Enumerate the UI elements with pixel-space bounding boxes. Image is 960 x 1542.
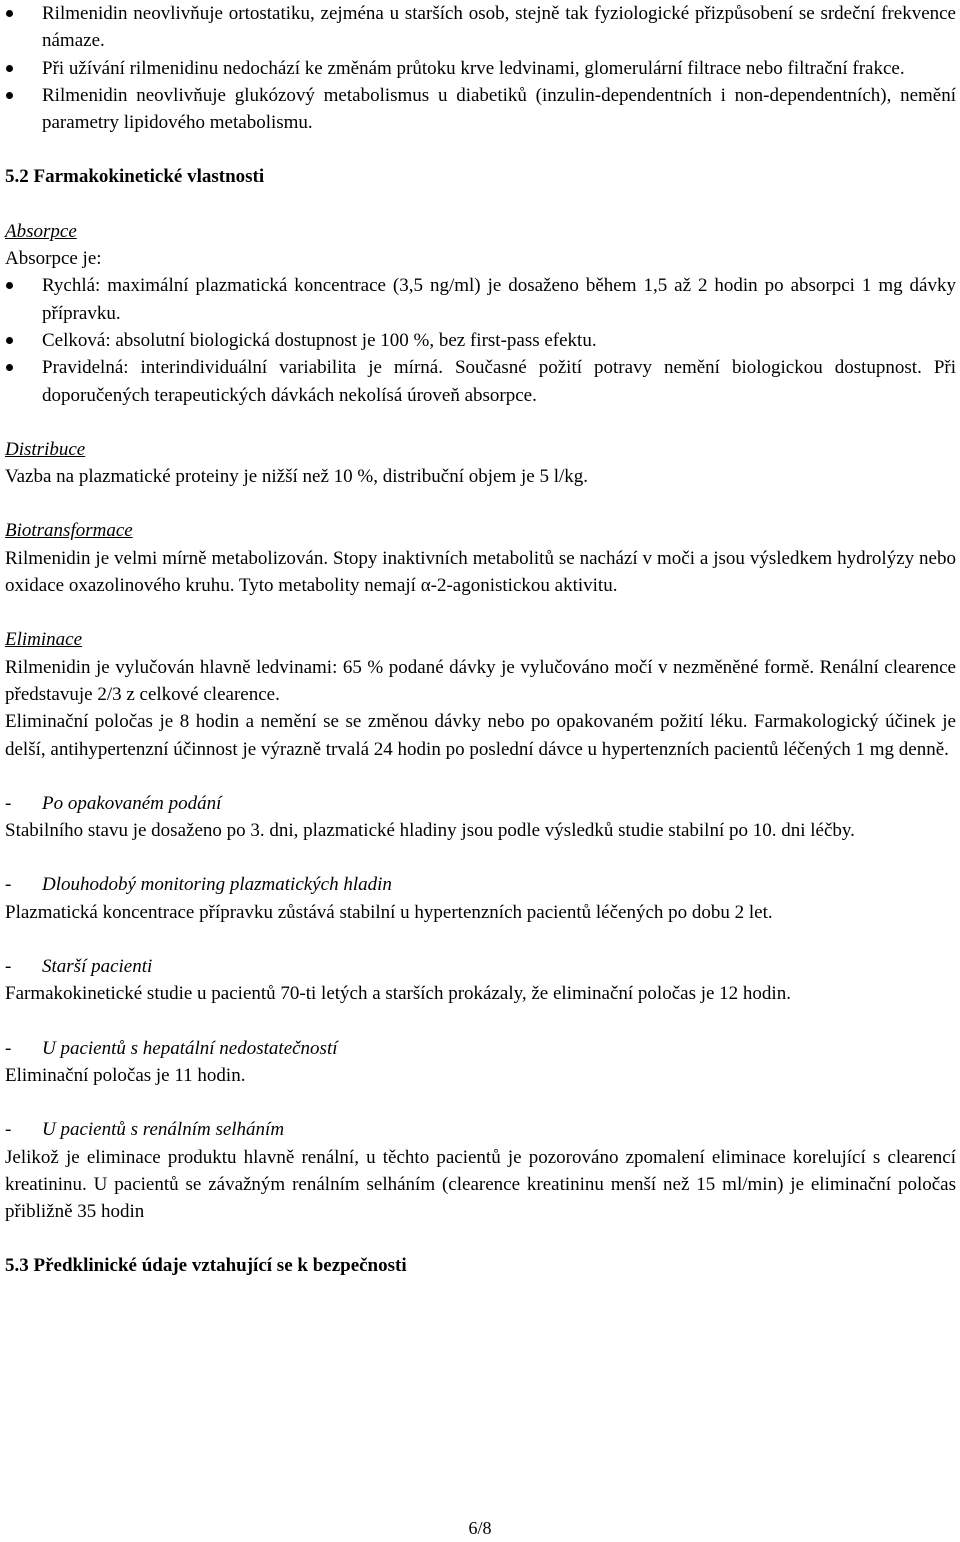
distribuce-text: Vazba na plazmatické proteiny je nižší než 10 %, distribuční objem je 5 l/kg. [5, 466, 589, 488]
subsection-title: Dlouhodobý monitoring plazmatických hladin [42, 874, 392, 896]
subheading-biotransformace: Biotransformace [5, 520, 133, 542]
subsection-text: Farmakokinetické studie u pacientů 70-ti letých a starších prokázaly, že eliminační poločas je 12 hodin. [5, 983, 791, 1005]
subsection-title: U pacientů s renálním selháním [42, 1119, 285, 1141]
section-heading-5-3: 5.3 Předklinické údaje vztahující se k bezpečnosti [5, 1255, 407, 1277]
dash-marker: - [5, 874, 12, 896]
intro-bullet-list [5, 0, 956, 136]
absorpce-bullet-list [5, 272, 956, 408]
dash-marker: - [5, 792, 12, 814]
subsection-text: Stabilního stavu je dosaženo po 3. dni, plazmatické hladiny jsou podle výsledků studie stabilní po 10. dni léčby. [5, 820, 855, 842]
eliminace-text-2: Eliminační poločas je 8 hodin a nemění se se změnou dávky nebo po opakovaném požití léku. Farmakologický účinek je delší, antihypertenzní účinnost je výrazně trvalá 24 hodin po poslední dávce u hypertenzních pacientů léčených 1 mg denně. [5, 711, 956, 760]
subheading-eliminace: Eliminace [5, 629, 83, 651]
list-item: Pravidelná: interindividuální variabilita je mírná. Současné požití potravy nemění biologickou dostupnost. Při doporučených terapeutických dávkách nekolísá úroveň absorpce. [5, 354, 956, 409]
list-item: Rilmenidin neovlivňuje glukózový metabolismus u diabetiků (inzulin-dependentních i non-dependentních), nemění parametry lipidového metabolismu. [5, 82, 956, 137]
subheading-absorpce: Absorpce [5, 220, 77, 242]
document-page [5, 0, 956, 1280]
list-item: Rilmenidin neovlivňuje ortostatiku, zejména u starších osob, stejně tak fyziologické přizpůsobení se srdeční frekvence námaze. [5, 0, 956, 55]
page-number: 6/8 [468, 1518, 492, 1538]
list-item: Celková: absolutní biologická dostupnost je 100 %, bez first-pass efektu. [5, 327, 956, 354]
subsection-text: Plazmatická koncentrace přípravku zůstává stabilní u hypertenzních pacientů léčených po dobu 2 let. [5, 901, 773, 923]
subsection-text: Jelikož je eliminace produktu hlavně renální, u těchto pacientů je pozorováno zpomalení eliminace korelující s clearencí kreatininu. U pacientů se závažným renálním selháním (clearence kreatininu menší než 15 ml/min) je eliminační poločas přibližně 35 hodin [5, 1146, 956, 1223]
eliminace-text-1: Rilmenidin je vylučován hlavně ledvinami: 65 % podané dávky je vylučováno močí v nezměněné formě. Renální clearence představuje 2/3 z celkové clearence. [5, 656, 956, 705]
subheading-distribuce: Distribuce [5, 438, 86, 460]
subsection-heading [5, 953, 956, 980]
subsection-heading [5, 1116, 956, 1143]
subsection-text: Eliminační poločas je 11 hodin. [5, 1064, 246, 1086]
subsection-heading [5, 1035, 956, 1062]
section-heading-5-2: 5.2 Farmakokinetické vlastnosti [5, 166, 265, 188]
biotransformace-text: Rilmenidin je velmi mírně metabolizován. Stopy inaktivních metabolitů se nachází v moči a jsou výsledkem hydrolýzy nebo oxidace oxazolinového kruhu. Tyto metabolity nemají α-2-agonistickou aktivitu. [5, 547, 956, 597]
dash-marker: - [5, 1119, 12, 1141]
list-item: Rychlá: maximální plazmatická koncentrace (3,5 ng/ml) je dosaženo během 1,5 až 2 hodin po absorpci 1 mg dávky přípravku. [5, 272, 956, 327]
dash-marker: - [5, 1037, 12, 1059]
subsection-title: Po opakovaném podání [42, 792, 222, 814]
dash-marker: - [5, 956, 12, 978]
subsection-title: U pacientů s hepatální nedostatečností [42, 1037, 338, 1059]
absorpce-lead: Absorpce je: [5, 248, 102, 270]
subsection-heading [5, 871, 956, 898]
subsection-heading [5, 790, 956, 817]
list-item: Při užívání rilmenidinu nedochází ke změnám průtoku krve ledvinami, glomerulární filtrace nebo filtrační frakce. [5, 55, 956, 82]
subsection-title: Starší pacienti [42, 956, 153, 978]
